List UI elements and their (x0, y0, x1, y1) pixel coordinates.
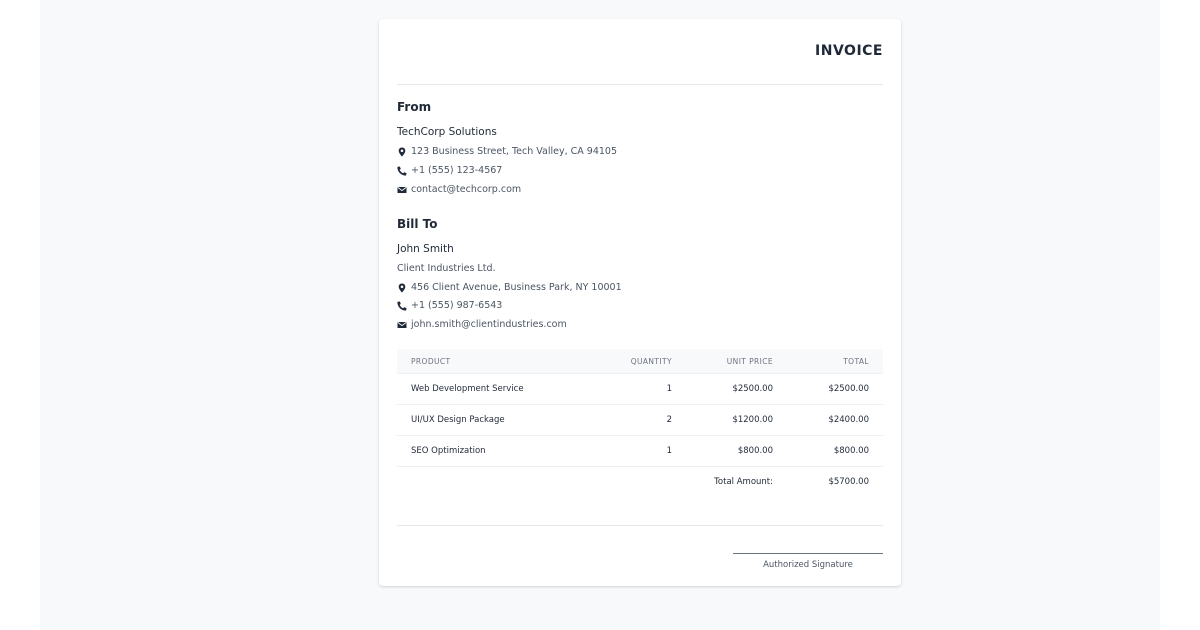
cell-quantity: 1 (666, 446, 672, 456)
invoice-card (379, 19, 901, 586)
map-marker-icon (397, 147, 407, 157)
table-header (397, 349, 883, 374)
bill-to-address-text: 456 Client Avenue, Business Park, NY 10001 (411, 282, 622, 293)
header-quantity: QUANTITY (630, 357, 672, 366)
bill-to-address (397, 282, 622, 293)
from-name: TechCorp Solutions (397, 126, 497, 138)
total-amount-value: $5700.00 (828, 477, 869, 487)
envelope-icon (397, 320, 407, 330)
header-divider (397, 84, 883, 85)
cell-product: UI/UX Design Package (411, 415, 505, 425)
bill-to-email (397, 319, 567, 330)
envelope-icon (397, 185, 407, 195)
bill-to-phone (397, 300, 502, 311)
from-email (397, 184, 521, 195)
phone-icon (397, 166, 407, 176)
header-product: PRODUCT (411, 357, 451, 366)
cell-product: SEO Optimization (411, 446, 486, 456)
from-phone (397, 165, 502, 176)
signature-line (733, 553, 883, 554)
bill-to-email-text: john.smith@clientindustries.com (411, 319, 567, 330)
total-amount-label: Total Amount: (714, 477, 773, 487)
cell-total: $2400.00 (828, 415, 869, 425)
cell-product: Web Development Service (411, 384, 524, 394)
page-background (40, 0, 1160, 630)
total-row (397, 467, 883, 498)
signature-label: Authorized Signature (763, 560, 853, 570)
bill-to-name: John Smith (397, 243, 454, 255)
cell-unit-price: $2500.00 (732, 384, 773, 394)
table-row (397, 374, 883, 405)
phone-icon (397, 301, 407, 311)
map-marker-icon (397, 283, 407, 293)
invoice-title: INVOICE (815, 43, 883, 59)
footer-divider (397, 525, 883, 526)
cell-total: $2500.00 (828, 384, 869, 394)
cell-quantity: 1 (666, 384, 672, 394)
cell-total: $800.00 (833, 446, 869, 456)
line-items-table (397, 349, 883, 498)
bill-to-phone-text: +1 (555) 987-6543 (411, 300, 503, 311)
cell-quantity: 2 (666, 415, 672, 425)
cell-unit-price: $800.00 (737, 446, 773, 456)
header-total: TOTAL (843, 357, 869, 366)
from-heading: From (397, 100, 432, 114)
from-address-text: 123 Business Street, Tech Valley, CA 94105 (411, 146, 618, 157)
header-unit-price: UNIT PRICE (726, 357, 773, 366)
table-row (397, 436, 883, 467)
from-email-text: contact@techcorp.com (411, 184, 522, 195)
bill-to-heading: Bill To (397, 217, 438, 231)
bill-to-company: Client Industries Ltd. (397, 263, 496, 274)
cell-unit-price: $1200.00 (732, 415, 773, 425)
from-address (397, 146, 617, 157)
from-phone-text: +1 (555) 123-4567 (411, 165, 503, 176)
table-row (397, 405, 883, 436)
